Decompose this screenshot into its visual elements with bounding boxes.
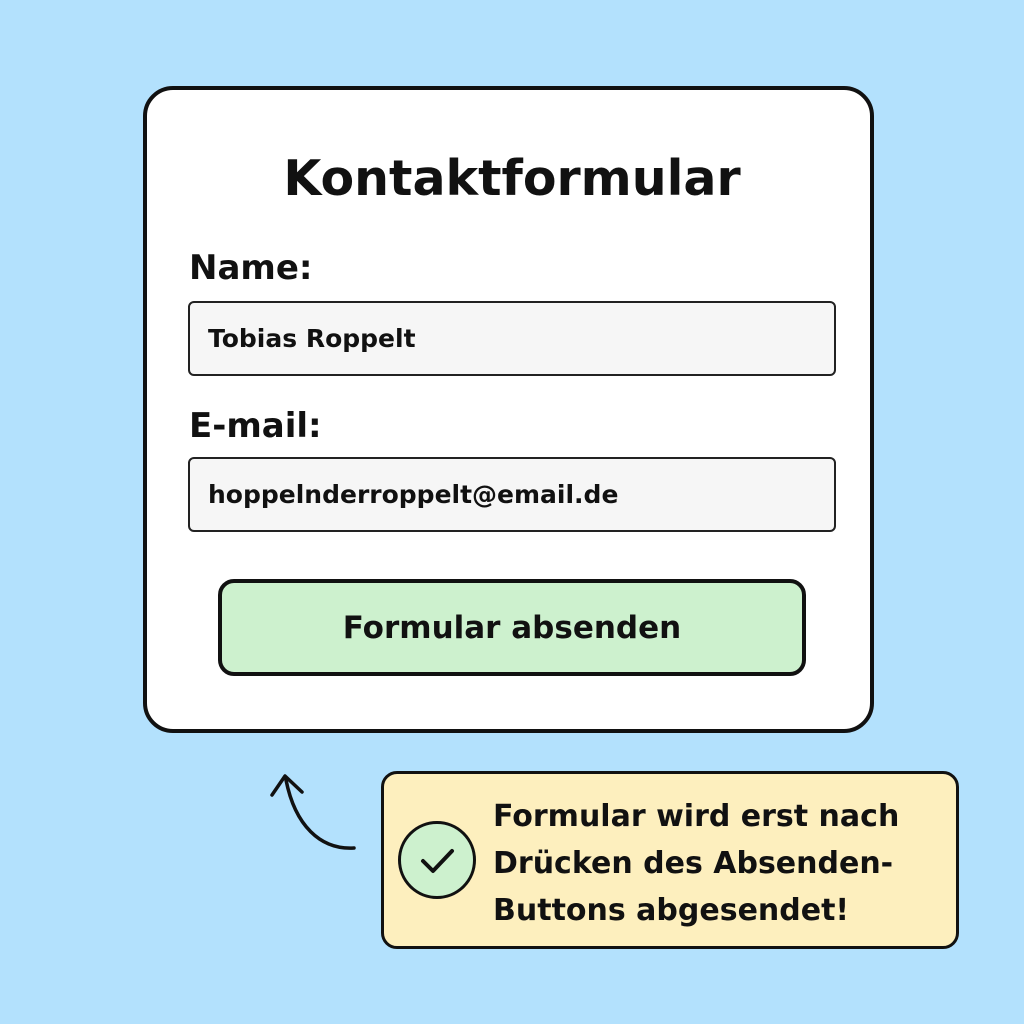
email-input[interactable] — [188, 457, 836, 532]
note-text — [493, 793, 943, 934]
form-title: Kontaktformular — [283, 150, 741, 207]
email-label: E-mail: — [189, 406, 322, 446]
submit-button[interactable]: Formular absenden — [218, 579, 806, 676]
note-line: Buttons abgesendet! — [493, 893, 850, 928]
note-line: Formular wird erst nach — [493, 799, 900, 834]
check-icon — [398, 821, 476, 899]
name-input[interactable] — [188, 301, 836, 376]
curved-arrow-icon — [250, 760, 360, 860]
note-line: Drücken des Absenden- — [493, 846, 894, 881]
name-label: Name: — [189, 248, 313, 288]
